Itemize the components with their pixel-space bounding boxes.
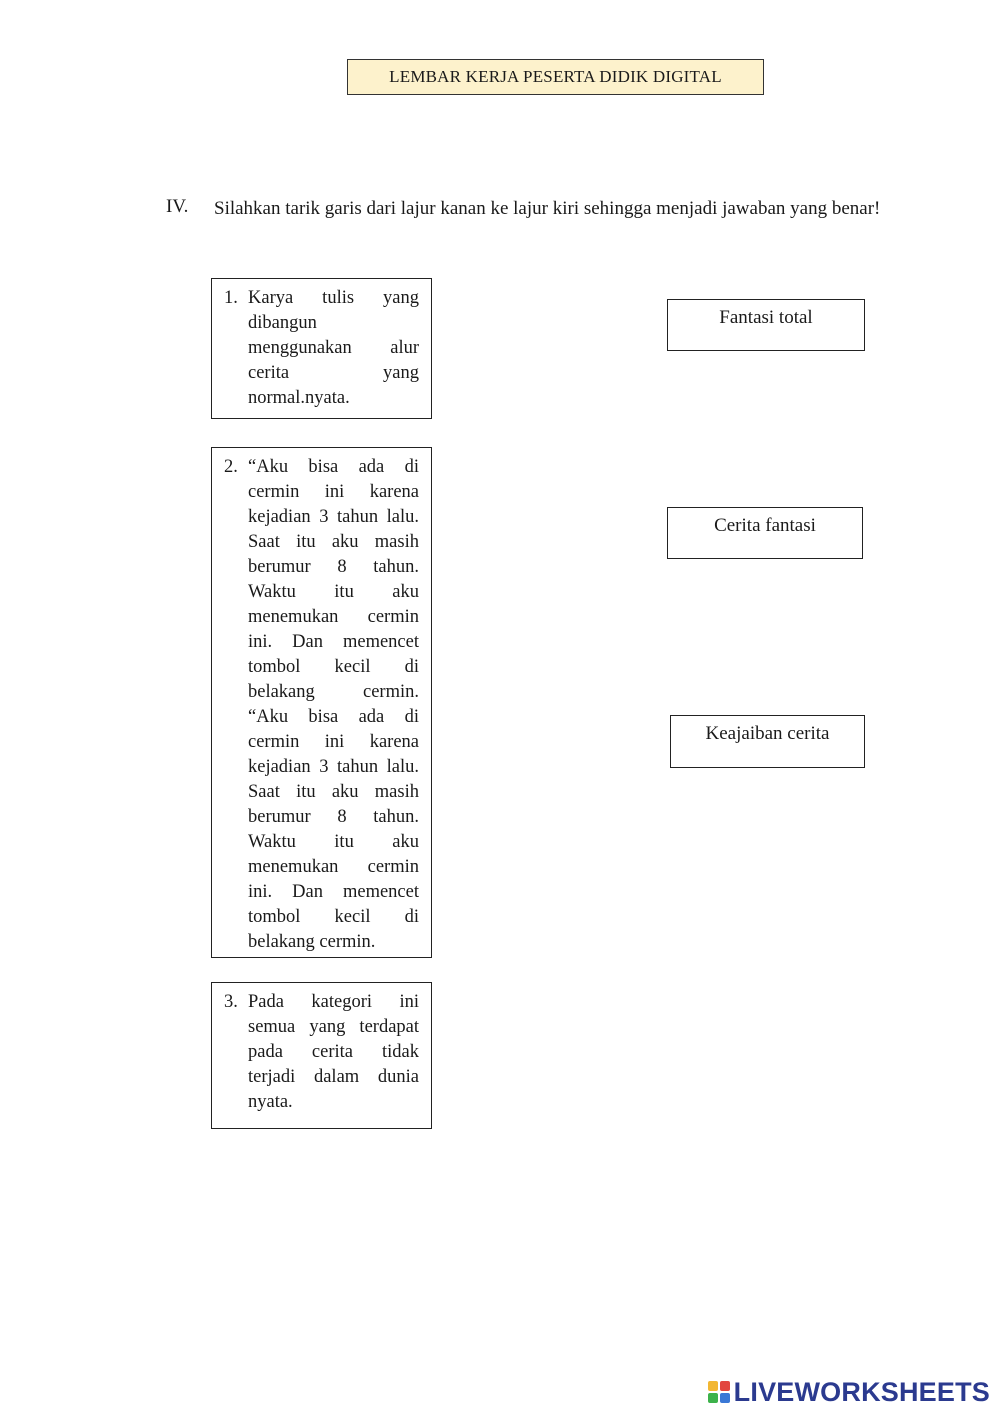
- brand-name: LIVEWORKSHEETS: [733, 1376, 990, 1407]
- answer-box-keajaiban-cerita[interactable]: Keajaiban cerita: [670, 715, 865, 768]
- answer-box-cerita-fantasi[interactable]: Cerita fantasi: [667, 507, 863, 559]
- question-text: “Aku bisa ada di cermin ini karena kejadian 3 tahun lalu. Saat itu aku masih berumur 8 tahun. Waktu itu aku menemukan cermin ini. Dan memencet tombol kecil di belakang cermin. “Aku bisa ada di cermin ini karena kejadian 3 tahun lalu. Saat itu aku masih berumur 8 tahun. Waktu itu aku menemukan cermin ini. Dan memencet tombol kecil di belakang cermin.: [248, 457, 419, 952]
- question-text: Pada kategori ini semua yang terdapat pada cerita tidak terjadi dalam dunia nyata.: [248, 992, 419, 1112]
- question-number: 1.: [224, 288, 238, 308]
- question-number: 2.: [224, 457, 238, 477]
- question-box-2[interactable]: [211, 447, 432, 958]
- liveworksheets-brand: [708, 1374, 990, 1410]
- question-box-1[interactable]: [211, 278, 432, 419]
- instruction-text: Silahkan tarik garis dari lajur kanan ke lajur kiri sehingga menjadi jawaban yang benar!: [214, 198, 881, 219]
- liveworksheets-logo-icon: [708, 1381, 730, 1403]
- question-text: Karya tulis yang dibangun menggunakan alur cerita yang normal.nyata.: [248, 288, 419, 408]
- answer-box-fantasi-total[interactable]: Fantasi total: [667, 299, 865, 351]
- worksheet-title: LEMBAR KERJA PESERTA DIDIK DIGITAL: [347, 59, 764, 95]
- question-box-3[interactable]: [211, 982, 432, 1129]
- instruction-number: IV.: [166, 196, 189, 217]
- question-number: 3.: [224, 992, 238, 1012]
